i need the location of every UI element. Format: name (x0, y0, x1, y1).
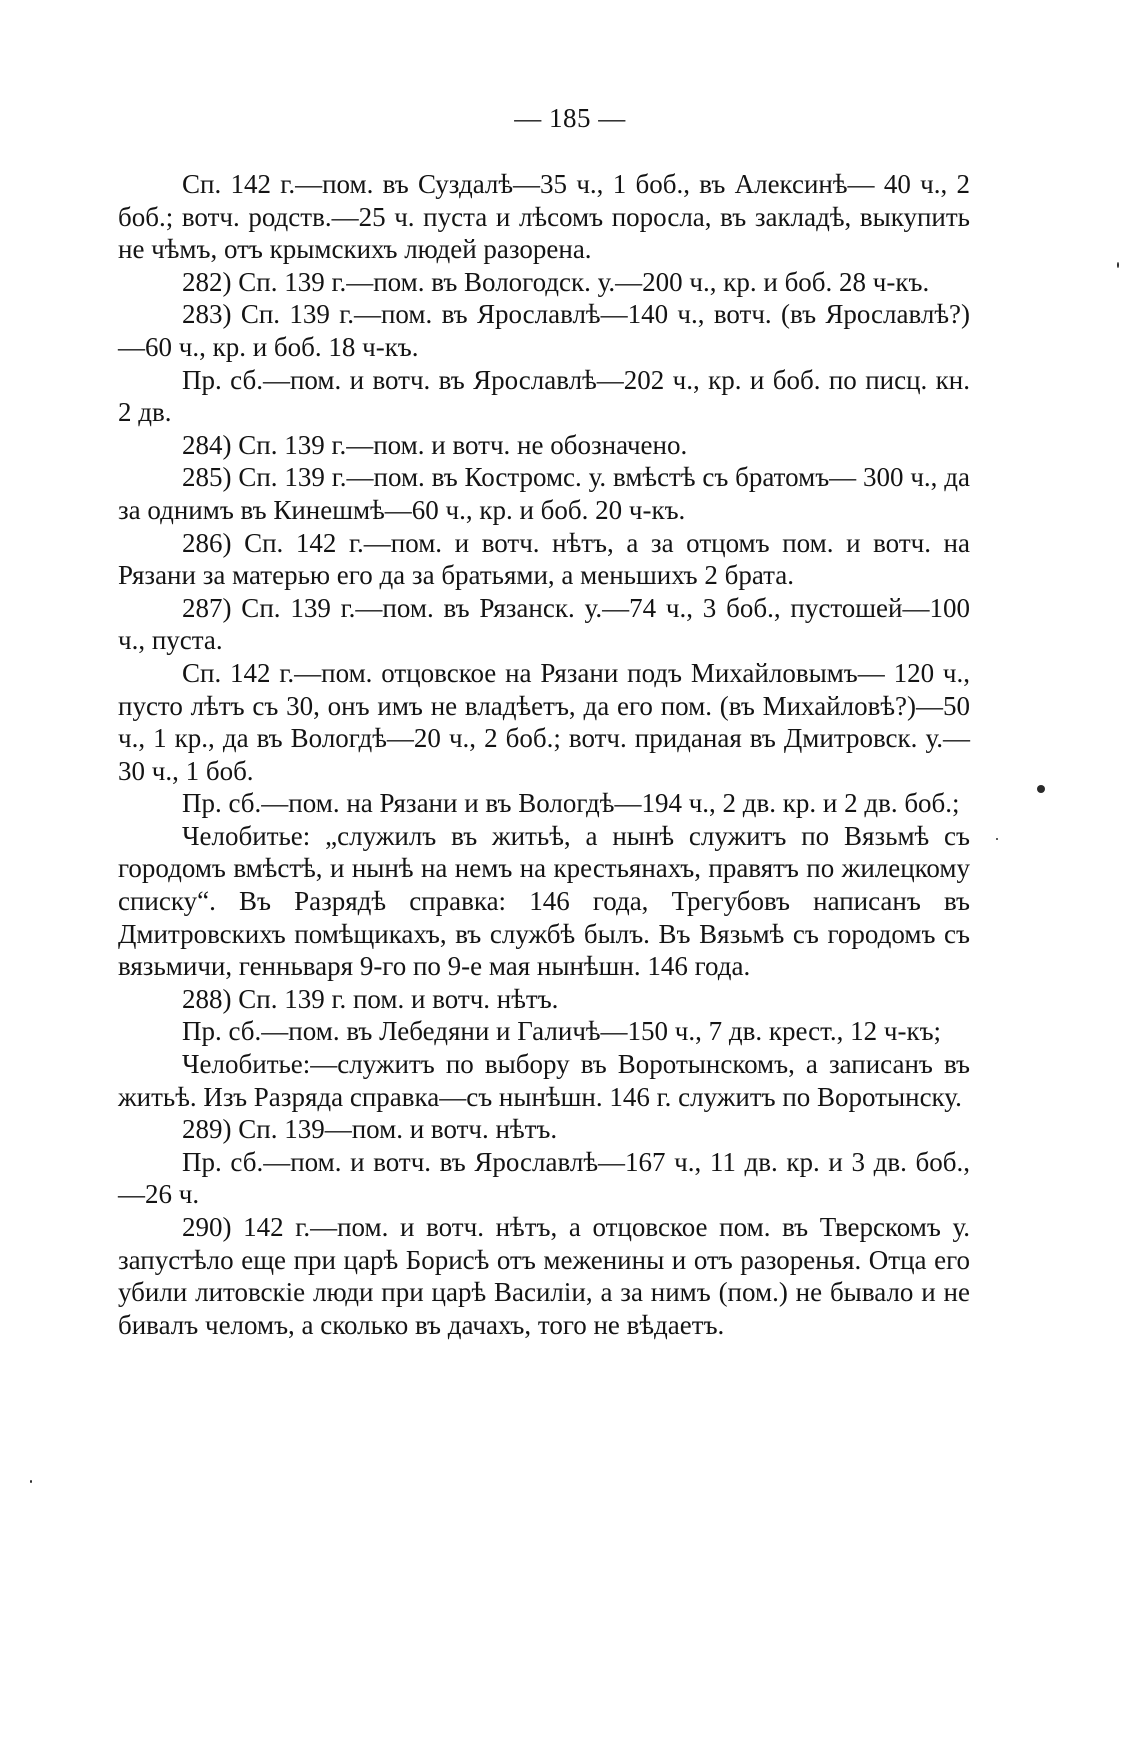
paragraph: Сп. 142 г.—пом. въ Суздалѣ—35 ч., 1 боб., въ Алексинѣ— 40 ч., 2 боб.; вотч. родств.—25 ч. пуста и лѣсомъ поросла, въ закладѣ, выкупить не чѣмъ, отъ крымскихъ людей разорена. (118, 169, 970, 265)
paragraph: 286) Сп. 142 г.—пом. и вотч. нѣтъ, а за отцомъ пом. и вотч. на Рязани за матерью его да за братьями, а меньшихъ 2 брата. (118, 527, 970, 591)
scan-speck (30, 1480, 32, 1483)
paragraph: Пр. сб.—пом. въ Лебедяни и Галичѣ—150 ч., 7 дв. крест., 12 ч-къ; (182, 1016, 942, 1047)
paragraph: 289) Сп. 139—пом. и вотч. нѣтъ. (182, 1114, 558, 1145)
paragraph: Сп. 142 г.—пом. отцовское на Рязани подъ Михайловымъ— 120 ч., пусто лѣтъ съ 30, онъ имъ не владѣетъ, да его пом. (въ Михайловѣ?)—50 ч., 1 кр., да въ Вологдѣ—20 ч., 2 боб.; вотч. приданая въ Дмитровск. у.—30 ч., 1 боб. (118, 657, 970, 786)
paragraph: 285) Сп. 139 г.—пом. въ Костромс. у. вмѣстѣ съ братомъ— 300 ч., да за однимъ въ Кинешмѣ—60 ч., кр. и боб. 20 ч-къ. (118, 462, 970, 525)
paragraph: 290) 142 г.—пом. и вотч. нѣтъ, а отцовское пом. въ Тверскомъ у. запустѣло еще при царѣ Борисѣ отъ меженины и отъ разоренья. Отца его убили литовскіе люди при царѣ Василіи, а за нимъ (пом.) не бывало и не бивалъ челомъ, а сколько въ дачахъ, того не вѣдаетъ. (118, 1212, 970, 1340)
scan-speck (1117, 262, 1119, 268)
page-number: — 185 — (514, 103, 626, 133)
paragraph: Пр. сб.—пом. и вотч. въ Ярославлѣ—167 ч., 11 дв. кр. и 3 дв. боб.,—26 ч. (118, 1146, 970, 1210)
paragraph: 282) Сп. 139 г.—пом. въ Вологодск. у.—200 ч., кр. и боб. 28 ч-къ. (182, 266, 930, 297)
paragraph: Челобитье:—служитъ по выбору въ Воротынскомъ, а записанъ въ житьѣ. Изъ Разряда справка—съ нынѣшн. 146 г. служитъ по Воротынску. (118, 1049, 970, 1112)
paragraph: 288) Сп. 139 г. пом. и вотч. нѣтъ. (182, 983, 559, 1014)
paragraph: 283) Сп. 139 г.—пом. въ Ярославлѣ—140 ч., вотч. (въ Ярославлѣ?)—60 ч., кр. и боб. 18 ч-къ. (118, 299, 970, 362)
paragraph: Челобитье: „служилъ въ житьѣ, а нынѣ служитъ по Вязьмѣ съ городомъ вмѣстѣ, и нынѣ на немъ на крестьянахъ, правятъ по жилецкому списку“. Въ Разрядѣ справка: 146 года, Трегубовъ написанъ въ Дмитровскихъ помѣщикахъ, въ службѣ былъ. Въ Вязьмѣ съ городомъ съ вязьмичи, генньваря 9-го по 9-е мая нынѣшн. 146 года. (118, 820, 970, 982)
paragraph: 284) Сп. 139 г.—пом. и вотч. не обозначено. (182, 429, 688, 460)
paragraph: Пр. сб.—пом. и вотч. въ Ярославлѣ—202 ч., кр. и боб. по писц. кн. 2 дв. (118, 364, 970, 428)
paragraph: Пр. сб.—пом. на Рязани и въ Вологдѣ—194 ч., 2 дв. кр. и 2 дв. боб.; (182, 788, 960, 819)
body-text (118, 168, 970, 1341)
paragraph: 287) Сп. 139 г.—пом. въ Рязанск. у.—74 ч., 3 боб., пустошей—100 ч., пуста. (118, 592, 970, 656)
scan-speck (1037, 785, 1045, 793)
scan-speck (996, 838, 998, 840)
